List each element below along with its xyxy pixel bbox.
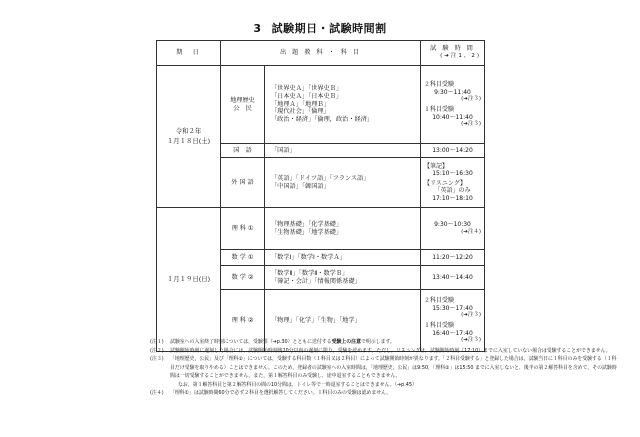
subjects-rika2: 「物理」「化学」「生物」「地学」 [265, 290, 421, 352]
category-sugaku2: 数 学 ② [221, 266, 265, 290]
time-chireki: ２科目受験 9:30～11:40 (➔注３) １科目受験 10:40～11:40 (➔注３) [421, 66, 485, 144]
time-sugaku1: 11:20～12:20 [421, 250, 485, 266]
category-rika1: 理 科 ① [221, 208, 265, 250]
table-row [157, 208, 485, 250]
exam-schedule-table [156, 40, 485, 352]
note-3: (注３) 「地理歴史，公民」及び「理科②」については，受験する科目数（１科目又は２科目）によって試験開始時刻が異なります。「２科目受験する」と登録した場合は，試験当日に１科目のみを受験する（１科目だけ受験を取りやめる）ことはできません。このため，登録者の試験室への入室時間は，「地理歴史，公民」は9:50，「理科②」は15:50 までに入室しないと，後半の第２解答科目を含めて，その試験時間は一切受験することができません。また，第１解答科目のみ受験し，途中退室することもできません。 [150, 356, 617, 380]
header-date: 期 日 [157, 41, 221, 66]
subjects-rika1: 「物理基礎」「化学基礎」 「生物基礎」「地学基礎」 [265, 208, 421, 250]
category-gaikokugo: 外 国 語 [221, 158, 265, 208]
subjects-kokugo: 「国語」 [265, 144, 421, 158]
subjects-gaikokugo: 「英語」「ドイツ語」「フランス語」 「中国語」「韓国語」 [265, 158, 421, 208]
time-kokugo: 13:00～14:20 [421, 144, 485, 158]
note-3-addendum: なお，第１解答科目と第２解答科目の間の10分間は，トイレ等で一時退室することはできません。（➔p.45） [178, 381, 417, 388]
day1-date: 令和２年 １月１８日(土) [157, 66, 221, 208]
subjects-sugaku2: 「数学Ⅱ」「数学Ⅱ・数学Ｂ」 「簿記・会計」「情報関係基礎」 [265, 266, 421, 290]
emphasis-text: 受験上の注意 [331, 339, 361, 345]
category-chireki: 地理歴史 公 民 [221, 66, 265, 144]
note-2: (注２) 試験開始時刻に遅刻した場合には，試験開始時刻後20分以内の遅刻に限り，受験を認めます。ただし，リスニングは，試験開始時刻（17:10）までに入室していない場合は受験することができません。 [150, 347, 611, 354]
header-time: 試 験 時 間 (➔注1，2) [421, 41, 485, 66]
day2-date: １月１９日(日) [157, 208, 221, 352]
section-number: 3 [253, 22, 262, 35]
header-time-ref: (➔注1，2) [440, 53, 481, 60]
section-title: 試験期日・試験時間割 [271, 22, 387, 35]
category-sugaku1: 数 学 ① [221, 250, 265, 266]
subjects-sugaku1: 「数学Ⅰ」「数学Ⅰ・数学Ａ」 [265, 250, 421, 266]
table-row [157, 66, 485, 144]
footnotes [150, 338, 620, 398]
time-gaikokugo: 【筆記】 15:10～16:30 【リスニング】 「英語」のみ 17:10～18:10 [421, 158, 485, 208]
note-4: (注４) 「理科①」は試験時間60分で必ず２科目を選択解答してください。１科目のみの受験は認めません。 [150, 390, 392, 397]
category-rika2: 理 科 ② [221, 290, 265, 352]
time-sugaku2: 13:40～14:40 [421, 266, 485, 290]
note-1: (注１) 試験室への入室終了時刻については，受験票（➔p.30）とともに送付する受験上の注意で明示します。 [150, 339, 395, 345]
header-subjects: 出 題 教 科 ・ 科 目 [221, 41, 421, 66]
time-rika2: ２科目受験 15:30～17:40 (➔注３) １科目受験 16:40～17:40 (➔注３) [421, 290, 485, 352]
time-rika1: 9:30～10:30 (➔注４) [421, 208, 485, 250]
category-kokugo: 国 語 [221, 144, 265, 158]
table-header-row [157, 41, 485, 66]
page-title [0, 20, 640, 36]
subjects-chireki: 「世界史Ａ」「世界史Ｂ」 「日本史Ａ」「日本史Ｂ」 「地理Ａ」「地理Ｂ」 「現代社会」「倫理」 「政治・経済」「倫理，政治・経済」 [265, 66, 421, 144]
